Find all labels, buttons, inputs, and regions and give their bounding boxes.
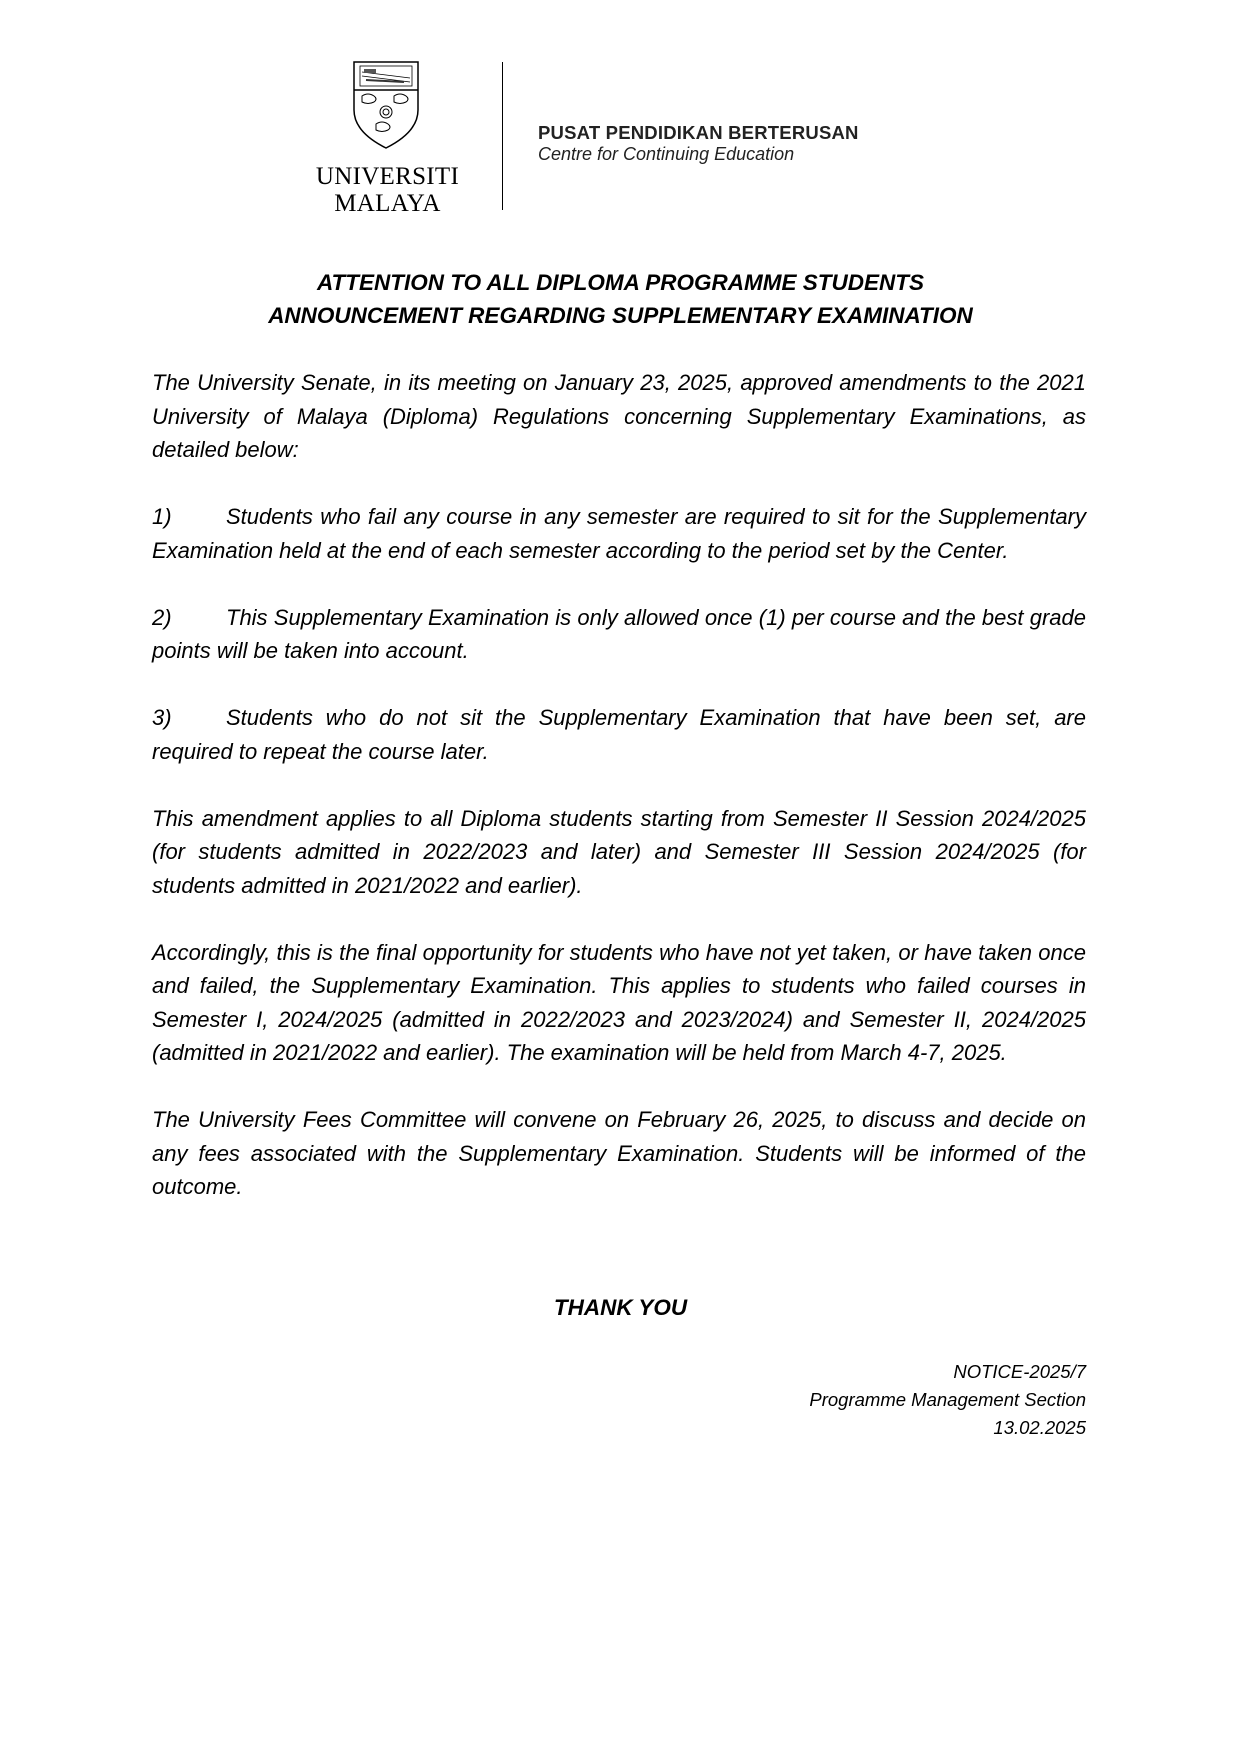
university-name-line2: MALAYA — [334, 190, 441, 217]
notice-title — [0, 266, 1241, 332]
issuing-section: Programme Management Section — [809, 1389, 1086, 1410]
list-item — [152, 601, 1086, 668]
intro-paragraph: The University Senate, in its meeting on January 23, 2025, approved amendments to the 2021 University of Malaya (Diploma) Regulations concerning Supplementary Examinations, as detailed below: — [152, 370, 1086, 462]
closing-text: THANK YOU — [553, 1295, 688, 1320]
item-text: Students who fail any course in any semester are required to sit for the Supplementary Examination held at the end of each semester according to the period set by the Center. — [152, 504, 1086, 563]
university-name — [310, 163, 465, 217]
title-line-2: ANNOUNCEMENT REGARDING SUPPLEMENTARY EXAMINATION — [268, 303, 973, 328]
title-line-1: ATTENTION TO ALL DIPLOMA PROGRAMME STUDENTS — [316, 270, 925, 295]
list-item — [152, 500, 1086, 567]
applicability-paragraph: This amendment applies to all Diploma students starting from Semester II Session 2024/2025 (for students admitted in 2022/2023 and later) and Semester III Session 2024/2025 (for students admitted in 2021/2022 and earlier). — [152, 805, 1086, 898]
item-number: 1) — [152, 504, 172, 529]
centre-name-english: Centre for Continuing Education — [538, 144, 795, 164]
list-item — [152, 701, 1086, 768]
item-text: Students who do not sit the Supplementary Examination that have been set, are required to repeat the course later. — [152, 705, 1086, 764]
item-number: 2) — [152, 604, 172, 630]
notice-reference: NOTICE-2025/7 — [953, 1361, 1086, 1382]
signature-block — [809, 1358, 1086, 1442]
notice-date: 13.02.2025 — [993, 1417, 1086, 1438]
item-number: 3) — [152, 705, 172, 730]
centre-name-malay: PUSAT PENDIDIKAN BERTERUSAN — [538, 122, 859, 143]
notice-body — [152, 366, 1086, 1237]
final-opportunity-paragraph: Accordingly, this is the final opportunity for students who have not yet taken, or have taken once and failed, the Supplementary Examination. This applies to students who failed courses in Semester I, 2024/2025 (admitted in 2022/2023 and 2023/2024) and Semester II, 2024/2025 (admitted in 2021/2022 and earlier). The examination will be held from March 4-7, 2025. — [152, 939, 1086, 1065]
centre-name — [538, 122, 859, 164]
letterhead — [300, 58, 920, 218]
university-name-line1: UNIVERSITI — [315, 163, 460, 190]
university-crest-icon — [352, 60, 420, 150]
letterhead-divider — [502, 62, 503, 210]
fees-paragraph: The University Fees Committee will convene on February 26, 2025, to discuss and decide on any fees associated with the Supplementary Examination. Students will be informed of the outcome. — [152, 1107, 1086, 1199]
item-text: This Supplementary Examination is only allowed once (1) per course and the best grade points will be taken into account. — [152, 604, 1086, 663]
